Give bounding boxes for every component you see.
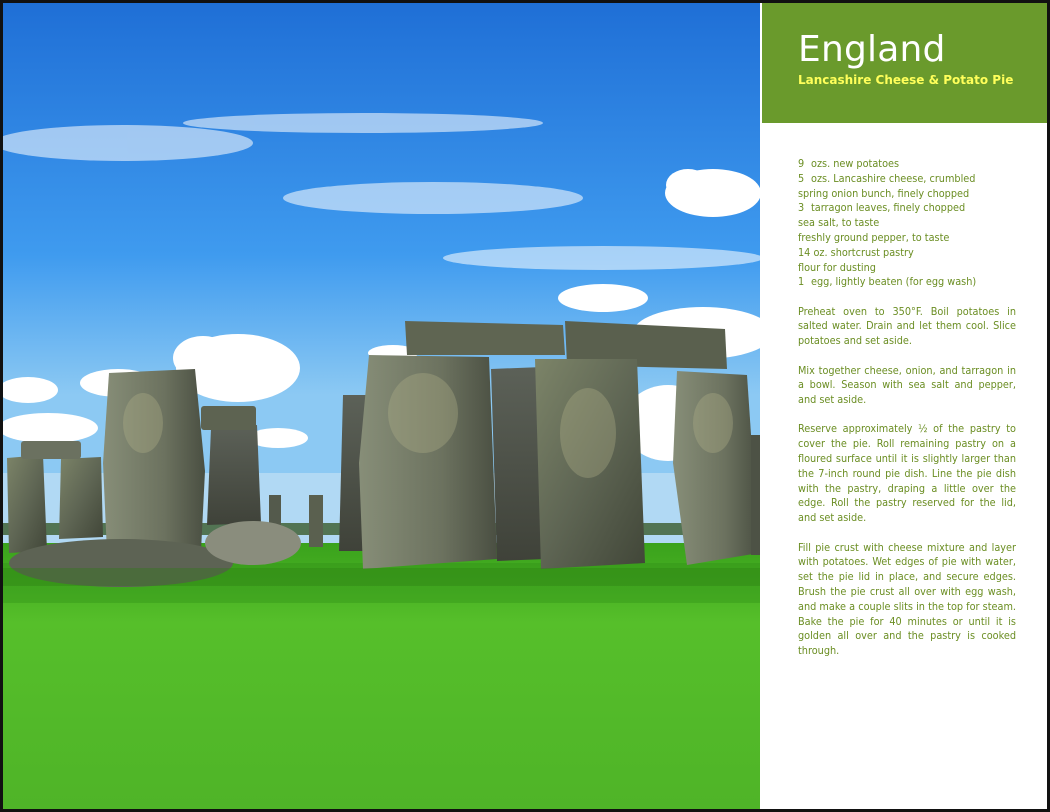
ingredient-item — [798, 261, 1016, 276]
ingredient-item — [798, 216, 1016, 231]
ingredient-item — [798, 172, 1016, 187]
recipe-page — [3, 3, 1047, 809]
recipe-header — [762, 3, 1047, 123]
ingredient-text: egg, lightly beaten (for egg wash) — [811, 275, 977, 289]
ingredient-text: ozs. Lancashire cheese, crumbled — [811, 171, 976, 185]
ingredient-item — [798, 187, 1016, 202]
method-step: Mix together cheese, onion, and tarragon in a bowl. Season with sea salt and pepper, and set aside. — [798, 363, 1016, 407]
method-steps — [798, 305, 1016, 659]
method-step: Reserve approximately ½ of the pastry to cover the pie. Roll remaining pastry on a floured surface until it is slightly larger than the 7-inch round pie dish. Line the pie dish with the pastry, draping a little over the edge. Roll the pastry reserved for the lid, and set aside. — [798, 422, 1016, 525]
ingredient-item — [798, 231, 1016, 246]
ingredient-qty: 3 — [798, 201, 805, 215]
ingredient-qty: 1 — [798, 275, 805, 289]
sarsen-stone — [103, 369, 205, 553]
ingredient-text: ozs. new potatoes — [811, 157, 900, 170]
ingredient-text: sea salt, to taste — [798, 216, 880, 230]
ingredient-qty: 9 — [798, 157, 805, 170]
recipe-content — [798, 157, 1016, 659]
ingredient-item — [798, 157, 1016, 172]
ingredient-list — [798, 157, 1016, 290]
ingredient-item — [798, 246, 1016, 261]
method-step: Fill pie crust with cheese mixture and layer with potatoes. Wet edges of pie with water, set the pie lid in place, and secure edges. Brush the pie crust all over with egg wash, and make a couple slits in the top for steam. Bake the pie for 40 minutes or until it is golden all over and the pastry is cooked through. — [798, 540, 1016, 658]
recipe-panel — [762, 3, 1047, 809]
ingredient-text: tarragon leaves, finely chopped — [811, 201, 966, 215]
ingredient-text: 14 oz. shortcrust pastry — [798, 245, 914, 259]
ingredient-qty: 5 — [798, 171, 805, 185]
ingredient-text: spring onion bunch, finely chopped — [798, 186, 970, 200]
country-title: England — [798, 29, 946, 70]
ingredient-text: flour for dusting — [798, 260, 876, 274]
method-step: Preheat oven to 350°F. Boil potatoes in salted water. Drain and let them cool. Slice potatoes and set aside. — [798, 304, 1016, 348]
ingredient-item — [798, 275, 1016, 290]
stonehenge-photo — [3, 3, 760, 809]
ingredient-text: freshly ground pepper, to taste — [798, 230, 950, 244]
ingredient-item — [798, 201, 1016, 216]
dish-subtitle: Lancashire Cheese & Potato Pie — [798, 73, 1014, 87]
